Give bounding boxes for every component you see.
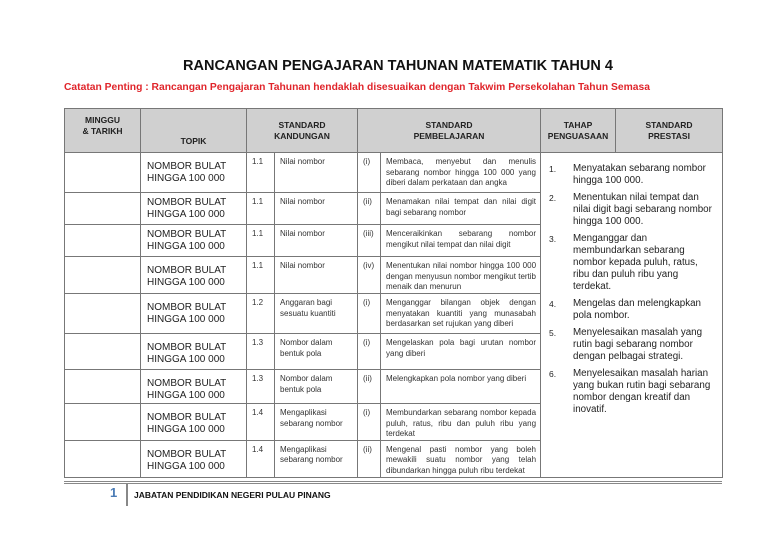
- pembelajaran-text: Membundarkan sebarang nombor kepada puluh, ratus, ribu dan puluh ribu yang terdekat: [381, 404, 541, 441]
- minggu-cell: [65, 153, 141, 193]
- minggu-cell: [65, 294, 141, 334]
- topik-cell: NOMBOR BULAT HINGGA 100 000: [141, 153, 247, 193]
- footer-rule: [64, 481, 722, 484]
- pembelajaran-text: Mengelaskan pola bagi urutan nombor yang diberi: [381, 334, 541, 370]
- header-minggu: MINGGU & TARIKH: [65, 109, 141, 153]
- pembelajaran-text: Menganggar bilangan objek dengan menyatakan kuantiti yang munasabah berdasarkan set rujukan yang diberi: [381, 294, 541, 334]
- pembelajaran-text: Menamakan nilai tempat dan nilai digit bagi sebarang nombor: [381, 193, 541, 225]
- topik-cell: NOMBOR BULAT HINGGA 100 000: [141, 193, 247, 225]
- minggu-cell: [65, 193, 141, 225]
- pembelajaran-text: Menceraikinkan sebarang nombor mengikut nilai tempat dan nilai digit: [381, 225, 541, 257]
- kandungan-number: 1.3: [247, 370, 275, 404]
- lesson-plan-table: [64, 108, 723, 478]
- prestasi-number: 3.: [549, 234, 557, 244]
- kandungan-text: Mengaplikasi sebarang nombor: [275, 440, 358, 477]
- prestasi-cell: [541, 153, 723, 478]
- minggu-cell: [65, 404, 141, 441]
- topik-cell: NOMBOR BULAT HINGGA 100 000: [141, 257, 247, 294]
- kandungan-number: 1.4: [247, 404, 275, 441]
- pembelajaran-number: (ii): [358, 193, 381, 225]
- topik-cell: NOMBOR BULAT HINGGA 100 000: [141, 334, 247, 370]
- kandungan-number: 1.1: [247, 225, 275, 257]
- prestasi-text: Mengelas dan melengkapkan pola nombor.: [573, 298, 702, 321]
- table-row: [65, 153, 723, 193]
- prestasi-text: Menyelesaikan masalah harian yang bukan rutin bagi sebarang nombor dengan kreatif dan inovatif.: [573, 368, 711, 415]
- kandungan-number: 1.3: [247, 334, 275, 370]
- pembelajaran-number: (iv): [358, 257, 381, 294]
- prestasi-number: 1.: [549, 164, 557, 174]
- kandungan-number: 1.1: [247, 193, 275, 225]
- pembelajaran-text: Melengkapkan pola nombor yang diberi: [381, 370, 541, 404]
- minggu-cell: [65, 370, 141, 404]
- prestasi-item: [549, 327, 716, 363]
- pembelajaran-number: (i): [358, 334, 381, 370]
- prestasi-item: [549, 192, 716, 228]
- topik-cell: NOMBOR BULAT HINGGA 100 000: [141, 404, 247, 441]
- kandungan-text: Nilai nombor: [275, 225, 358, 257]
- kandungan-number: 1.2: [247, 294, 275, 334]
- topik-cell: NOMBOR BULAT HINGGA 100 000: [141, 370, 247, 404]
- header-kandungan: STANDARD KANDUNGAN: [247, 109, 358, 153]
- prestasi-item: [549, 163, 716, 187]
- minggu-cell: [65, 225, 141, 257]
- prestasi-item: [549, 298, 716, 322]
- header-prestasi: STANDARD PRESTASI: [616, 109, 723, 153]
- kandungan-text: Nilai nombor: [275, 193, 358, 225]
- pembelajaran-text: Mengenal pasti nombor yang boleh mewakili suatu nombor yang telah dibundarkan hingga puluh ribu terdekat: [381, 440, 541, 477]
- header-pembelajaran: STANDARD PEMBELAJARAN: [358, 109, 541, 153]
- prestasi-text: Menyelesaikan masalah yang rutin bagi sebarang nombor dengan pelbagai strategi.: [573, 327, 703, 362]
- footer-department: JABATAN PENDIDIKAN NEGERI PULAU PINANG: [134, 490, 331, 500]
- pembelajaran-number: (ii): [358, 440, 381, 477]
- kandungan-text: Anggaran bagi sesuatu kuantiti: [275, 294, 358, 334]
- prestasi-text: Menganggar dan membundarkan sebarang nombor kepada puluh, ratus, ribu dan puluh ribu yang terdekat.: [573, 233, 698, 292]
- page-number: 1: [110, 485, 118, 500]
- prestasi-text: Menentukan nilai tempat dan nilai digit bagi sebarang nombor hingga 100 000.: [573, 192, 712, 227]
- table-header: [65, 109, 723, 153]
- pembelajaran-number: (ii): [358, 370, 381, 404]
- kandungan-text: Mengaplikasi sebarang nombor: [275, 404, 358, 441]
- prestasi-number: 5.: [549, 328, 557, 338]
- topik-cell: NOMBOR BULAT HINGGA 100 000: [141, 440, 247, 477]
- topik-cell: NOMBOR BULAT HINGGA 100 000: [141, 294, 247, 334]
- pembelajaran-number: (iii): [358, 225, 381, 257]
- kandungan-text: Nombor dalam bentuk pola: [275, 334, 358, 370]
- kandungan-number: 1.1: [247, 153, 275, 193]
- prestasi-number: 4.: [549, 299, 557, 309]
- minggu-cell: [65, 440, 141, 477]
- pembelajaran-number: (i): [358, 294, 381, 334]
- prestasi-number: 2.: [549, 193, 557, 203]
- pembelajaran-text: Membaca, menyebut dan menulis sebarang nombor hingga 100 000 yang diberi dalam perkataan dan angka: [381, 153, 541, 193]
- kandungan-text: Nilai nombor: [275, 153, 358, 193]
- page-title: RANCANGAN PENGAJARAN TAHUNAN MATEMATIK TAHUN 4: [183, 58, 613, 74]
- prestasi-number: 6.: [549, 369, 557, 379]
- prestasi-item: [549, 368, 716, 416]
- minggu-cell: [65, 257, 141, 294]
- topik-cell: NOMBOR BULAT HINGGA 100 000: [141, 225, 247, 257]
- important-note: Catatan Penting : Rancangan Pengajaran Tahunan hendaklah disesuaikan dengan Takwim Persekolahan Tahun Semasa: [64, 82, 650, 93]
- footer-separator: [126, 484, 128, 506]
- kandungan-text: Nombor dalam bentuk pola: [275, 370, 358, 404]
- pembelajaran-text: Menentukan nilai nombor hingga 100 000 dengan menyusun nombor mengikut tertib menaik dan menurun: [381, 257, 541, 294]
- kandungan-text: Nilai nombor: [275, 257, 358, 294]
- prestasi-text: Menyatakan sebarang nombor hingga 100 000.: [573, 163, 706, 186]
- header-tahap: TAHAP PENGUASAAN: [541, 109, 616, 153]
- pembelajaran-number: (i): [358, 153, 381, 193]
- minggu-cell: [65, 334, 141, 370]
- pembelajaran-number: (i): [358, 404, 381, 441]
- header-topik: TOPIK: [141, 109, 247, 153]
- prestasi-item: [549, 233, 716, 293]
- kandungan-number: 1.4: [247, 440, 275, 477]
- kandungan-number: 1.1: [247, 257, 275, 294]
